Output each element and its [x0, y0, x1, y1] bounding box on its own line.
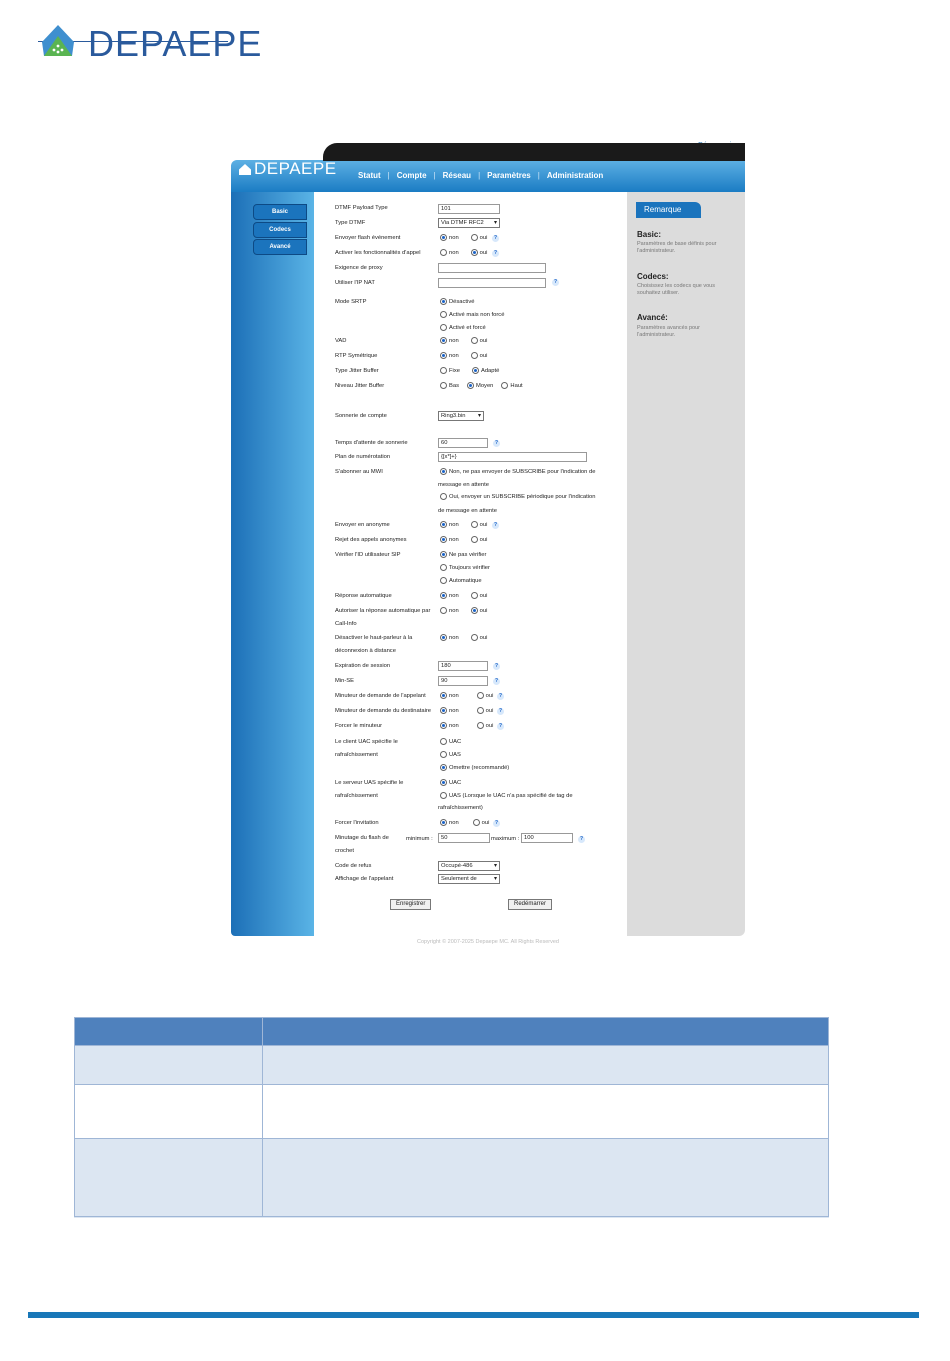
auto-answer-radios	[440, 592, 487, 599]
remark-panel	[627, 192, 745, 936]
radio-oui[interactable]	[471, 234, 478, 241]
radio-label: non	[449, 352, 459, 359]
remark-title-avance: Avancé:	[637, 313, 668, 322]
label-force-invite: Forcer l'invitation	[335, 820, 379, 826]
label-srtp: Mode SRTP	[335, 299, 367, 305]
nav-sep: |	[433, 171, 436, 180]
help-icon[interactable]: ?	[494, 663, 499, 669]
header-notch	[323, 143, 745, 161]
radio-oui[interactable]	[471, 249, 478, 256]
radio-label: oui	[479, 634, 488, 641]
radio-uac[interactable]	[440, 779, 447, 786]
nav-sep: |	[537, 171, 540, 180]
radio-label: Ne pas vérifier	[449, 551, 487, 558]
radio-omit[interactable]	[440, 764, 447, 771]
remark-text-basic: Paramètres de base définis pour l'administrateur.	[637, 241, 717, 254]
radio-non[interactable]	[440, 607, 447, 614]
radio-non[interactable]	[440, 521, 447, 528]
remark-text-avance: Paramètres avancés pour l'administrateur.	[637, 325, 700, 338]
label-anon: Envoyer en anonyme	[335, 522, 390, 528]
radio-label: oui	[485, 692, 494, 699]
radio-oui[interactable]	[471, 592, 478, 599]
label-auto-answer-ci: Autoriser la réponse automatique par	[335, 608, 431, 614]
label-proxy: Exigence de proxy	[335, 265, 383, 271]
caller-timer-radios	[440, 692, 493, 699]
radio-label: oui	[479, 249, 488, 256]
top-nav	[351, 171, 610, 180]
label-vad: VAD	[335, 338, 347, 344]
radio-oui[interactable]	[471, 634, 478, 641]
label-uas-2: rafraîchissement	[335, 793, 378, 799]
radio-label: Fixe	[449, 367, 460, 374]
dtmf-payload-input[interactable]: 101	[438, 204, 500, 214]
radio-haut[interactable]	[501, 382, 508, 389]
radio-oui[interactable]	[471, 521, 478, 528]
reject-code-select[interactable]: Occupé-486 ▾	[438, 861, 500, 871]
anon-radios	[440, 521, 487, 528]
remark-button: Remarque	[636, 202, 701, 218]
label-flash: Envoyer flash événement	[335, 235, 401, 241]
radio-non[interactable]	[440, 352, 447, 359]
session-exp-input[interactable]: 180	[438, 661, 488, 671]
copyright: Copyright © 2007-2025 Depaepe MC. All Rights Reserved	[417, 939, 559, 945]
radio-label: Moyen	[476, 382, 494, 389]
radio-label: non	[449, 707, 459, 714]
document-logo	[38, 22, 263, 66]
label-reject-anon: Rejet des appels anonymes	[335, 537, 407, 543]
radio-uas[interactable]	[440, 751, 447, 758]
help-icon[interactable]: ?	[579, 836, 584, 842]
radio-non[interactable]	[440, 234, 447, 241]
table-outline	[74, 1017, 829, 1217]
nav-sep: |	[478, 171, 481, 180]
radio-label: non	[449, 521, 459, 528]
callee-timer-radios	[440, 707, 493, 714]
radio-label: non	[449, 592, 459, 599]
radio-label: non	[449, 692, 459, 699]
radio-oui[interactable]	[477, 707, 484, 714]
radio-label: UAS (Lorsque le UAC n'a pas spécifié de tag de	[449, 792, 573, 799]
dialplan-input[interactable]: {[x*]+}	[438, 452, 587, 462]
radio-adapte[interactable]	[472, 367, 479, 374]
radio-label: non	[449, 634, 459, 641]
radio-oui[interactable]	[471, 352, 478, 359]
radio-label: Non, ne pas envoyer de SUBSCRIBE pour l'indication de	[449, 468, 596, 475]
radio-srtp-forced[interactable]	[440, 324, 447, 331]
label-jitter-level: Niveau Jitter Buffer	[335, 383, 385, 389]
radio-label: oui	[479, 536, 488, 543]
mwi-opt-2-cont: de message en attente	[438, 508, 497, 514]
label-auto-answer-ci-2: Call-Info	[335, 621, 357, 627]
radio-srtp-off[interactable]	[440, 298, 447, 305]
mwi-opt-1-cont: message en attente	[438, 482, 489, 488]
help-icon[interactable]: ?	[493, 235, 498, 241]
mwi-opt-2	[440, 493, 595, 500]
radio-non[interactable]	[440, 707, 447, 714]
radio-fixe[interactable]	[440, 367, 447, 374]
radio-label: oui	[479, 234, 488, 241]
proxy-input[interactable]	[438, 263, 546, 273]
nav-parametres[interactable]: Paramètres	[487, 171, 531, 180]
srtp-opt-2	[440, 311, 504, 318]
srtp-opt-3	[440, 324, 486, 331]
rtp-radios	[440, 352, 487, 359]
ring-select[interactable]: Ring3.bin ▾	[438, 411, 484, 421]
flash-radios	[440, 234, 487, 241]
uas-opt-1	[440, 779, 461, 786]
radio-label: Toujours vérifier	[449, 564, 490, 571]
label-ring-wait: Temps d'attente de sonnerie	[335, 440, 408, 446]
radio-label: Adapté	[480, 367, 500, 374]
help-icon[interactable]: ?	[493, 250, 498, 256]
radio-non[interactable]	[440, 819, 447, 826]
web-ui-screenshot	[231, 140, 745, 950]
label-force-timer: Forcer le minuteur	[335, 723, 383, 729]
radio-label: oui	[479, 521, 488, 528]
radio-mwi-yes[interactable]	[440, 493, 447, 500]
radio-label: oui	[479, 607, 488, 614]
minse-input[interactable]: 90	[438, 676, 488, 686]
hook-max-input[interactable]: 100	[521, 833, 573, 843]
radio-oui[interactable]	[471, 536, 478, 543]
help-icon[interactable]: ?	[494, 820, 499, 826]
remark-title-basic: Basic:	[637, 230, 662, 239]
radio-label: UAC	[449, 779, 462, 786]
help-icon[interactable]: ?	[494, 678, 499, 684]
srtp-opt-1	[440, 298, 474, 305]
radio-moyen[interactable]	[467, 382, 474, 389]
hook-max-label: maximum :	[491, 836, 520, 842]
help-icon[interactable]: ?	[553, 279, 558, 285]
radio-label: non	[449, 607, 459, 614]
radio-auto-check[interactable]	[440, 577, 447, 584]
hook-min-input[interactable]: 50	[438, 833, 490, 843]
label-dtmf-payload: DTMF Payload Type	[335, 205, 388, 211]
radio-label: Activé mais non forcé	[449, 311, 505, 318]
radio-label: oui	[479, 337, 488, 344]
radio-label: non	[449, 249, 459, 256]
sip-check-opt-1	[440, 551, 486, 558]
radio-uas[interactable]	[440, 792, 447, 799]
radio-no-check[interactable]	[440, 551, 447, 558]
radio-oui[interactable]	[473, 819, 480, 826]
uas-opt-2	[440, 792, 573, 799]
sip-check-opt-3	[440, 577, 482, 584]
radio-label: oui	[485, 707, 494, 714]
label-speaker: Désactiver le haut-parleur à la	[335, 635, 413, 641]
nav-administration[interactable]: Administration	[546, 171, 604, 180]
nav-statut[interactable]: Statut	[358, 171, 381, 180]
label-minse: Min-SE	[335, 678, 355, 684]
help-icon[interactable]: ?	[498, 693, 503, 699]
radio-non[interactable]	[440, 536, 447, 543]
jitter-type-radios	[440, 367, 499, 374]
label-dtmf-type: Type DTMF	[335, 220, 366, 226]
label-speaker-2: déconnexion à distance	[335, 648, 396, 654]
label-nat: Utiliser l'IP NAT	[335, 280, 375, 286]
force-invite-radios	[440, 819, 489, 826]
nav-compte[interactable]: Compte	[396, 171, 427, 180]
vad-radios	[440, 337, 487, 344]
label-reject-code: Code de refus	[335, 863, 372, 869]
radio-label: oui	[485, 722, 494, 729]
radio-non[interactable]	[440, 592, 447, 599]
radio-oui[interactable]	[477, 722, 484, 729]
radio-always-check[interactable]	[440, 564, 447, 571]
footer-bar	[28, 1312, 919, 1318]
radio-label: Désactivé	[449, 298, 475, 305]
radio-label: Bas	[449, 382, 459, 389]
radio-mwi-no[interactable]	[440, 468, 447, 475]
label-call-features: Activer les fonctionnalités d'appel	[335, 250, 421, 256]
radio-label: non	[449, 819, 459, 826]
speaker-radios	[440, 634, 487, 641]
sip-check-opt-2	[440, 564, 490, 571]
mwi-opt-1	[440, 468, 595, 475]
house-small-icon	[239, 164, 251, 175]
tab-basic[interactable]: Basic	[253, 204, 307, 220]
radio-label: oui	[479, 592, 488, 599]
radio-label: Haut	[510, 382, 523, 389]
document-table	[74, 1017, 829, 1217]
label-hook-2: crochet	[335, 848, 355, 854]
auto-answer-ci-radios	[440, 607, 487, 614]
radio-bas[interactable]	[440, 382, 447, 389]
header-bar	[231, 143, 745, 191]
nat-input[interactable]	[438, 278, 546, 288]
call-features-radios	[440, 249, 487, 256]
reject-anon-radios	[440, 536, 487, 543]
label-jitter-type: Type Jitter Buffer	[335, 368, 379, 374]
radio-label: non	[449, 722, 459, 729]
uac-opt-3	[440, 764, 509, 771]
label-ring: Sonnerie de compte	[335, 413, 387, 419]
label-auto-answer: Réponse automatique	[335, 593, 392, 599]
label-dialplan: Plan de numérotation	[335, 454, 391, 460]
help-icon[interactable]: ?	[494, 440, 499, 446]
radio-label: non	[449, 234, 459, 241]
dtmf-type-select[interactable]: Via DTMF RFC2 ▾	[438, 218, 500, 228]
hook-min-label: minimum :	[406, 836, 433, 842]
radio-label: Omettre (recommandé)	[449, 764, 510, 771]
restart-button[interactable]: Redémarrer	[508, 899, 552, 910]
label-caller-display: Affichage de l'appelant	[335, 876, 394, 882]
label-uac-2: rafraîchissement	[335, 752, 378, 758]
help-icon[interactable]: ?	[493, 522, 498, 528]
radio-label: Automatique	[449, 577, 482, 584]
radio-non[interactable]	[440, 337, 447, 344]
header-logo	[239, 159, 337, 179]
force-timer-radios	[440, 722, 493, 729]
uac-opt-1	[440, 738, 461, 745]
remark-title-codecs: Codecs:	[637, 272, 669, 281]
label-hook: Minutage du flash de	[335, 835, 389, 841]
help-icon[interactable]: ?	[498, 723, 503, 729]
label-caller-timer: Minuteur de demande de l'appelant	[335, 693, 426, 699]
jitter-level-radios	[440, 382, 523, 389]
radio-non[interactable]	[440, 249, 447, 256]
label-sip-check: Vérifier l'ID utilisateur SIP	[335, 552, 401, 558]
radio-non[interactable]	[440, 722, 447, 729]
left-panel	[231, 192, 314, 936]
tab-codecs[interactable]: Codecs	[253, 222, 307, 238]
radio-srtp-optional[interactable]	[440, 311, 447, 318]
radio-uac[interactable]	[440, 738, 447, 745]
uac-opt-2	[440, 751, 461, 758]
label-callee-timer: Minuteur de demande du destinataire	[335, 708, 432, 714]
radio-oui[interactable]	[471, 337, 478, 344]
label-uas: Le serveur UAS spécifie le	[335, 780, 404, 786]
radio-oui[interactable]	[477, 692, 484, 699]
uas-opt-2-cont: rafraîchissement)	[438, 805, 483, 811]
caller-display-select[interactable]: Seulement de ▾	[438, 874, 500, 884]
house-logo-icon	[38, 22, 78, 62]
radio-non[interactable]	[440, 692, 447, 699]
save-button[interactable]: Enregistrer	[390, 899, 431, 910]
remark-text-codecs: Choisissez les codecs que vous souhaitez utiliser.	[637, 283, 715, 296]
nav-sep: |	[387, 171, 390, 180]
radio-oui[interactable]	[471, 607, 478, 614]
radio-label: UAC	[449, 738, 462, 745]
radio-non[interactable]	[440, 634, 447, 641]
label-uac: Le client UAC spécifie le	[335, 739, 398, 745]
radio-label: Oui, envoyer un SUBSCRIBE périodique pour l'indication	[449, 493, 596, 500]
radio-label: UAS	[449, 751, 461, 758]
tab-avance[interactable]: Avancé	[253, 239, 307, 255]
nav-reseau[interactable]: Réseau	[442, 171, 472, 180]
radio-label: Activé et forcé	[449, 324, 486, 331]
help-icon[interactable]: ?	[498, 708, 503, 714]
logo-text: DEPAEPE	[88, 23, 263, 64]
radio-label: non	[449, 337, 459, 344]
label-rtp: RTP Symétrique	[335, 353, 378, 359]
radio-label: non	[449, 536, 459, 543]
ring-wait-input[interactable]: 60	[438, 438, 488, 448]
radio-label: oui	[479, 352, 488, 359]
label-mwi: S'abonner au MWI	[335, 469, 383, 475]
header-logo-text: DEPAEPE	[254, 159, 337, 178]
label-session-exp: Expiration de session	[335, 663, 391, 669]
radio-label: oui	[481, 819, 490, 826]
